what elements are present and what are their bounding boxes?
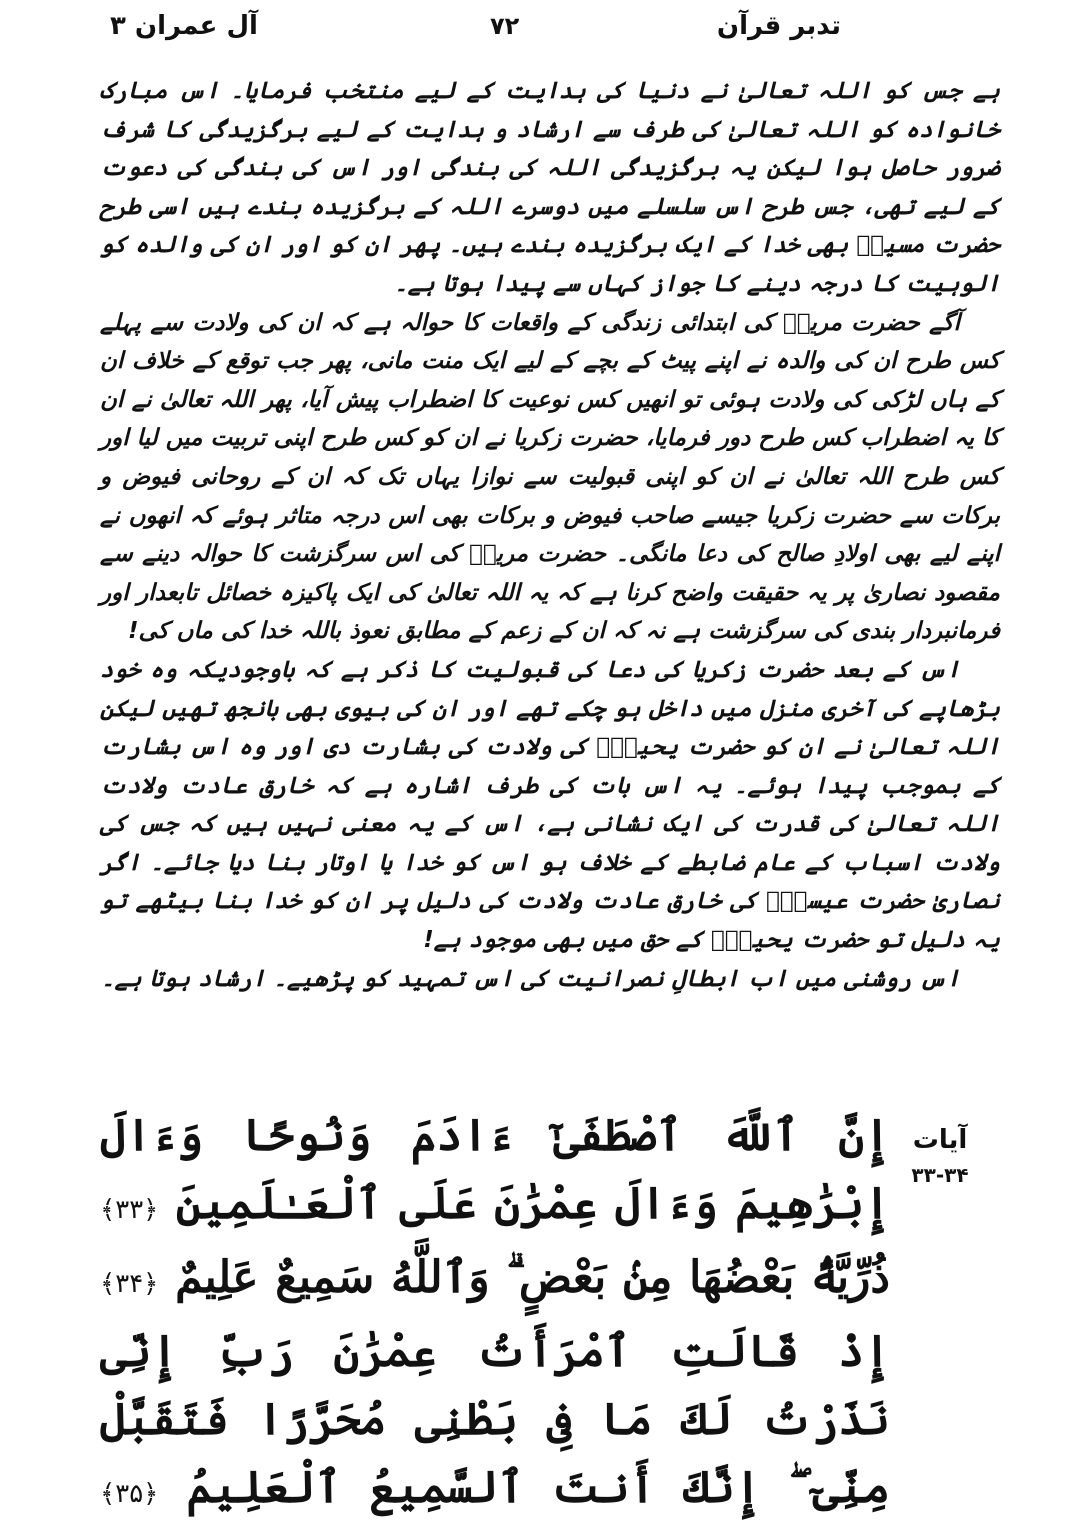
verse-number: ۳۳	[115, 1195, 144, 1225]
verse-number-marker: ﴿۳۴﴾	[100, 1269, 159, 1299]
page-number: ۷۲	[490, 12, 520, 40]
quran-verses	[100, 1102, 891, 1513]
verse-number: ۳۵	[115, 1479, 144, 1509]
verse-number: ۳۴	[115, 1269, 144, 1299]
surah-name: آل عمران ۳	[110, 11, 258, 41]
paragraph: ہے جس کو اللہ تعالیٰ نے دنیا کی ہدایت کے لیے منتخب فرمایا۔ اس مبارک خانوادہ کو اللہ تعالیٰ کی طرف سے ارشاد و ہدایت کے لیے برگزیدگی کا شرف ضرور حاصل ہوا لیکن یہ برگزیدگی اللہ کی بندگی اور اس کی بندگی کی دعوت کے لیے تھی، جس طرح اس سلسلے میں دوسرے اللہ کے برگزیدہ بندے ہیں اسی طرح حضرت مسیحؑ بھی خدا کے ایک برگزیدہ بندے ہیں۔ پھر ان کو اور ان کی والدہ کو الوہیت کا درجہ دینے کا جواز کہاں سے پیدا ہوتا ہے۔	[100, 78, 1000, 297]
verse-number-marker: ﴿۳۵﴾	[100, 1479, 159, 1509]
verses-range: ۳۳-۳۴	[911, 1163, 969, 1187]
paragraph: اس روشنی میں اب ابطالِ نصرانیت کی اس تمہید کو پڑھیے۔ ارشاد ہوتا ہے۔	[101, 965, 960, 992]
verse-part: إِذْ قَالَتِ ٱمْرَأَتُ عِمْرَٰنَ رَبِّ إِنِّى نَذَرْتُ لَكَ مَا فِى بَطْنِى مُحَرَّرًا فَتَقَبَّلْ مِنِّىٓ ۖ إِنَّكَ أَنتَ ٱلسَّمِيعُ ٱلْعَلِيمُ	[100, 1326, 890, 1513]
book-title: تدبر قرآن	[716, 11, 841, 41]
paragraph: اس کے بعد حضرت زکریا کی دعا کی قبولیت کا ذکر ہے کہ باوجودیکہ وہ خود بڑھاپے کی آخری منزل میں داخل ہو چکے تھے اور ان کی بیوی بھی بانجھ تھیں لیکن اللہ تعالیٰ نے ان کو حضرت یحییٰؑ کی ولادت کی بشارت دی اور وہ اس بشارت کے بموجب پیدا ہوئے۔ یہ اس بات کی طرف اشارہ ہے کہ خارق عادت ولادت اللہ تعالیٰ کی قدرت کی ایک نشانی ہے، اس کے یہ معنی نہیں ہیں کہ جس کی ولادت اسباب کے عام ضابطے کے خلاف ہو اس کو خدا یا اوتار بنا دیا جائے۔ اگر نصاریٰ حضرت عیسیٰؑ کی خارق عادت ولادت کی دلیل پر ان کو خدا بنا بیٹھے تو یہ دلیل تو حضرت یحییٰؑ کے حق میں بھی موجود ہے!	[100, 656, 1000, 954]
commentary-text	[100, 72, 1000, 1082]
verse-part: ذُرِّيَّةًۢ بَعْضُهَا مِنۢ بَعْضٍ ۗ وَٱللَّهُ سَمِيعٌ عَلِيمٌ	[175, 1252, 891, 1303]
paragraph: آگے حضرت مریمؑ کی ابتدائی زندگی کے واقعات کا حوالہ ہے کہ ان کی ولادت سے پہلے کس طرح ان کی والدہ نے اپنے پیٹ کے بچے کے لیے ایک منت مانی، پھر جب توقع کے خلاف ان کے ہاں لڑکی کی ولادت ہوئی تو انھیں کس نوعیت کا اضطراب پیش آیا، پھر اللہ تعالیٰ نے ان کا یہ اضطراب کس طرح دور فرمایا، حضرت زکریا نے ان کو کس طرح اپنی تربیت میں لیا اور کس طرح اللہ تعالیٰ نے ان کو اپنی قبولیت سے نوازا یہاں تک کہ ان کے روحانی فیوض و برکات سے حضرت زکریا جیسے صاحب فیوض و برکات بھی اس درجہ متاثر ہوئے کہ انھوں نے اپنے لیے بھی اولادِ صالح کی دعا مانگی۔ حضرت مریمؑ کی اس سرگزشت کا حوالہ دینے سے مقصود نصاریٰ پر یہ حقیقت واضح کرنا ہے کہ یہ اللہ تعالیٰ کی ایک پاکیزہ خصائل تابعدار اور فرمانبردار بندی کی سرگزشت ہے نہ کہ ان کے زعم کے مطابق نعوذ باللہ خدا کی ماں کی!	[100, 309, 1000, 645]
verse-part: إِنَّ ٱللَّهَ ٱصْطَفَىٰٓ ءَادَمَ وَنُوحًا وَءَالَ إِبْرَٰهِيمَ وَءَالَ عِمْرَٰنَ عَلَى ٱلْعَـٰلَمِينَ	[100, 1110, 890, 1229]
verse-number-marker: ﴿۳۳﴾	[100, 1195, 159, 1225]
verses-label: آیات	[912, 1125, 968, 1155]
verse-text	[100, 1102, 890, 1528]
